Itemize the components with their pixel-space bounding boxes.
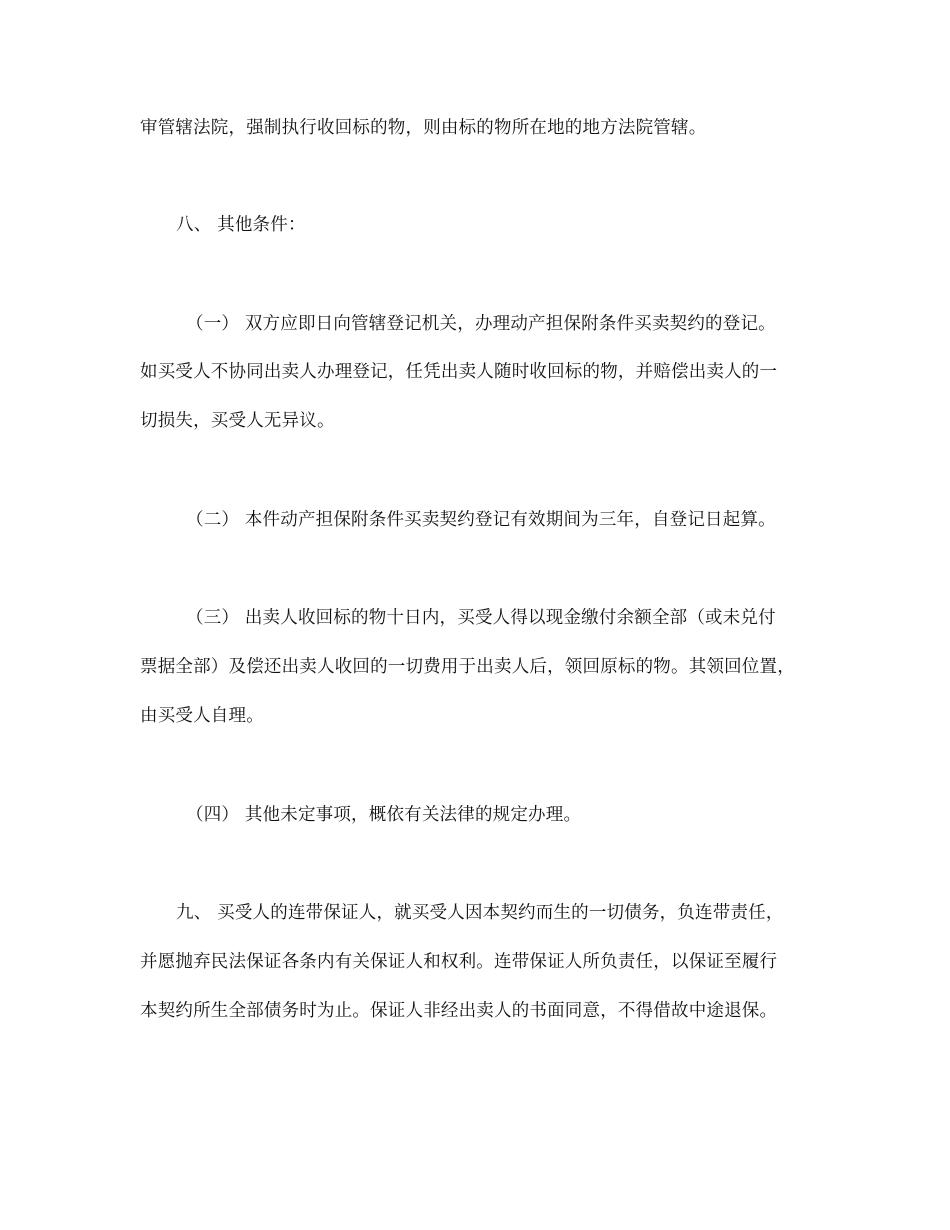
paragraph-line-jurisdiction: 审管辖法院，强制执行收回标的物，则由标的物所在地的地方法院管辖。 xyxy=(140,118,707,138)
section-9-line-3: 本契约所生全部债务时为止。保证人非经出卖人的书面同意，不得借故中途退保。 xyxy=(140,1001,778,1021)
section-heading-other-conditions: 八、 其他条件： xyxy=(176,215,306,235)
clause-2-line-1: （二） 本件动产担保附条件买卖契约登记有效期间为三年，自登记日起算。 xyxy=(186,510,776,530)
clause-1-line-1: （一） 双方应即日向管辖登记机关，办理动产担保附条件买卖契约的登记。 xyxy=(186,314,776,334)
clause-4-line-1: （四） 其他未定事项，概依有关法律的规定办理。 xyxy=(186,805,582,825)
clause-1-line-3: 切损失，买受人无异议。 xyxy=(140,411,335,431)
clause-3-line-2: 票据全部）及偿还出卖人收回的一切费用于出卖人后，领回原标的物。其领回位置， xyxy=(140,657,795,677)
clause-3-line-1: （三） 出卖人收回标的物十日内，买受人得以现金缴付余额全部（或未兑付 xyxy=(186,608,776,628)
section-9-line-1: 九、 买受人的连带保证人，就买受人因本契约而生的一切债务，负连带责任， xyxy=(176,903,784,923)
section-9-line-2: 并愿抛弃民法保证各条内有关保证人和权利。连带保证人所负责任，以保证至履行 xyxy=(140,952,778,972)
clause-1-line-2: 如买受人不协同出卖人办理登记，任凭出卖人随时收回标的物，并赔偿出卖人的一 xyxy=(140,362,778,382)
clause-3-line-3: 由买受人自理。 xyxy=(140,706,264,726)
